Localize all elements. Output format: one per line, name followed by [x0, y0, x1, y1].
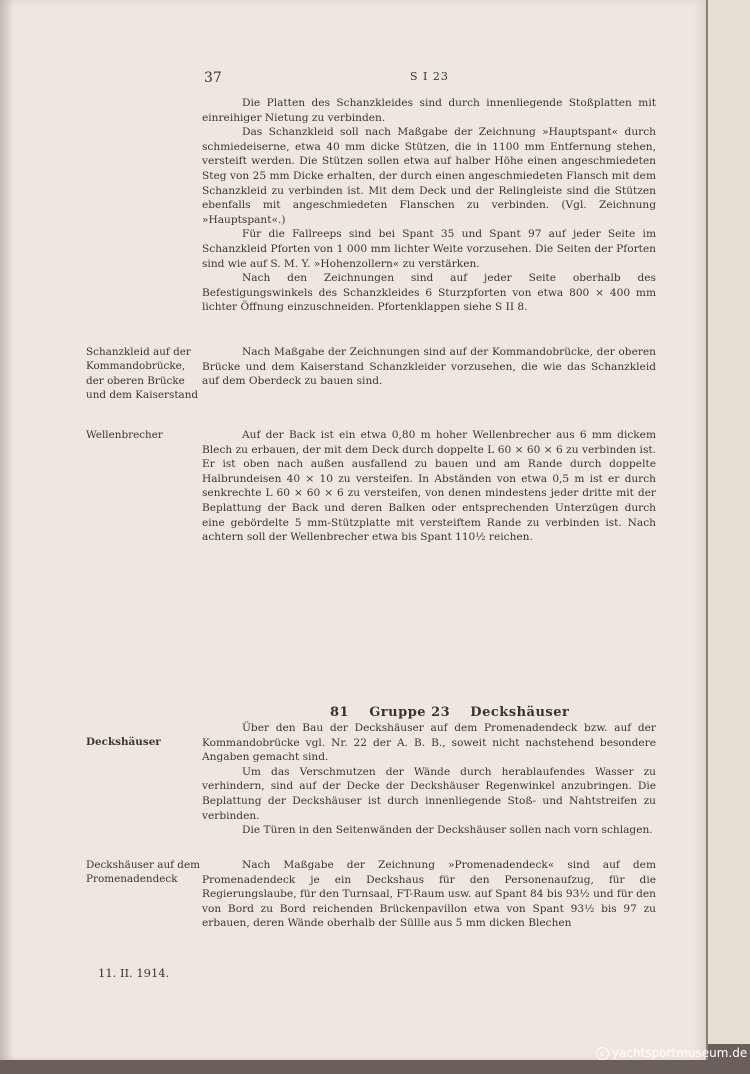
body-block-platten	[202, 96, 656, 315]
group-number: 81	[330, 705, 350, 720]
watermark	[596, 1046, 747, 1060]
paragraph: Das Schanzkleid soll nach Maßgabe der Zeichnung »Hauptspant« durch schmiedeiserne, etwa 40 mm dicke Stützen, die in 1100 mm Entfernung stehen, versteift werden. Die Stützen sollen etwa auf halber Höhe einen angeschmiedeten Steg von 25 mm Dicke erhalten, der durch einen angeschmiedeten Flansch mit dem Schanzkleid zu verbinden ist. Mit dem Deck und der Relingleiste sind die Stützen ebenfalls mit angeschmiedeten Flanschen zu verbinden. (Vgl. Zeichnung »Hauptspant«.)	[202, 126, 656, 226]
group-title: Deckshäuser	[470, 705, 570, 720]
margin-note-deckshaeuser: Deckshäuser	[86, 736, 161, 748]
paragraph: Nach Maßgabe der Zeichnungen sind auf der Kommandobrücke, der oberen Brücke und dem Kaiserstand Schanzkleider vorzusehen, die wie das Schanzkleid auf dem Oberdeck zu bauen sind.	[202, 346, 656, 388]
watermark-text: yachtsportmuseum.de	[612, 1046, 748, 1060]
footer-date: 11. II. 1914.	[98, 966, 170, 980]
paragraph: Die Türen in den Seitenwänden der Deckshäuser sollen nach vorn schlagen.	[242, 824, 653, 837]
page-number: 37	[204, 70, 222, 86]
section-header: S I 23	[410, 70, 449, 83]
paragraph: Auf der Back ist ein etwa 0,80 m hoher Wellenbrecher aus 6 mm dickem Blech zu erbauen, der mit dem Deck durch doppelte L 60 × 60 × 6 zu verbinden ist. Er ist oben nach außen ausfallend zu bauen und am Rande durch doppelte Halbrundeisen 40 × 10 zu versteifen. In Abständen von etwa 0,5 m ist er durch senkrechte L 60 × 60 × 6 zu versteifen, von denen mindestens jeder dritte mit der Beplattung der Back und deren Balken oder entsprechenden Unterzügen durch eine gebördelte 5 mm-Stützplatte mit versteiftem Rande zu verbinden ist. Nach achtern soll der Wellenbrecher etwa bis Spant 110½ reichen.	[202, 429, 656, 544]
paragraph: Nach Maßgabe der Zeichnung »Promenadendeck« sind auf dem Promenadendeck je ein Deckshaus für den Personenaufzug, für die Regierungslaube, für den Turnsaal, FT-Raum usw. auf Spant 84 bis 93½ und für den von Bord zu Bord reichenden Brückenpavillon etwa von Spant 93½ bis 97 zu erbauen, deren Wände oberhalb der Süllle aus 5 mm dicken Blechen	[202, 859, 656, 930]
margin-note-schanzkleid: Schanzkleid auf der Kommandobrücke, der oberen Brücke und dem Kaiserstand	[86, 346, 199, 402]
paragraph: Nach den Zeichnungen sind auf jeder Seite oberhalb des Befestigungswinkels des Schanzkleides 6 Sturzpforten von etwa 800 × 400 mm lichter Öffnung einzuschneiden. Pfortenklappen siehe S II 8.	[202, 272, 656, 314]
paragraph: Über den Bau der Deckshäuser auf dem Promenadendeck bzw. auf der Kommandobrücke vgl. Nr. 22 der A. B. B., soweit nicht nachstehend besondere Angaben gemacht sind.	[202, 722, 656, 764]
body-block-wellenbrecher	[202, 428, 656, 545]
paragraph: Die Platten des Schanzkleides sind durch innenliegende Stoßplatten mit einreihiger Nietung zu verbinden.	[202, 97, 656, 124]
copyright-icon: c	[596, 1047, 609, 1060]
next-page-edge	[708, 0, 750, 1044]
body-block-promenadendeck	[202, 858, 656, 931]
paragraph: Um das Verschmutzen der Wände durch herablaufendes Wasser zu verhindern, sind auf der Decke der Deckshäuser Regenwinkel anzubringen. Die Beplattung der Deckshäuser ist durch innenliegende Stoß- und Nahtstreifen zu verbinden.	[202, 765, 656, 822]
paragraph: Für die Fallreeps sind bei Spant 35 und Spant 97 auf jeder Seite im Schanzkleid Pforten von 1 000 mm lichter Weite vorzusehen. Die Seiten der Pforten sind wie auf S. M. Y. »Hohenzollern« zu verstärken.	[202, 228, 656, 270]
margin-note-promenadendeck: Deckshäuser auf dem Promenadendeck	[86, 859, 200, 886]
group-label: Gruppe 23	[369, 705, 451, 720]
spine-shadow	[0, 0, 14, 1060]
body-block-deckshaeuser	[202, 721, 656, 838]
body-block-schanzkleid	[202, 345, 656, 389]
group-heading	[330, 705, 569, 720]
margin-note-wellenbrecher: Wellenbrecher	[86, 429, 163, 441]
